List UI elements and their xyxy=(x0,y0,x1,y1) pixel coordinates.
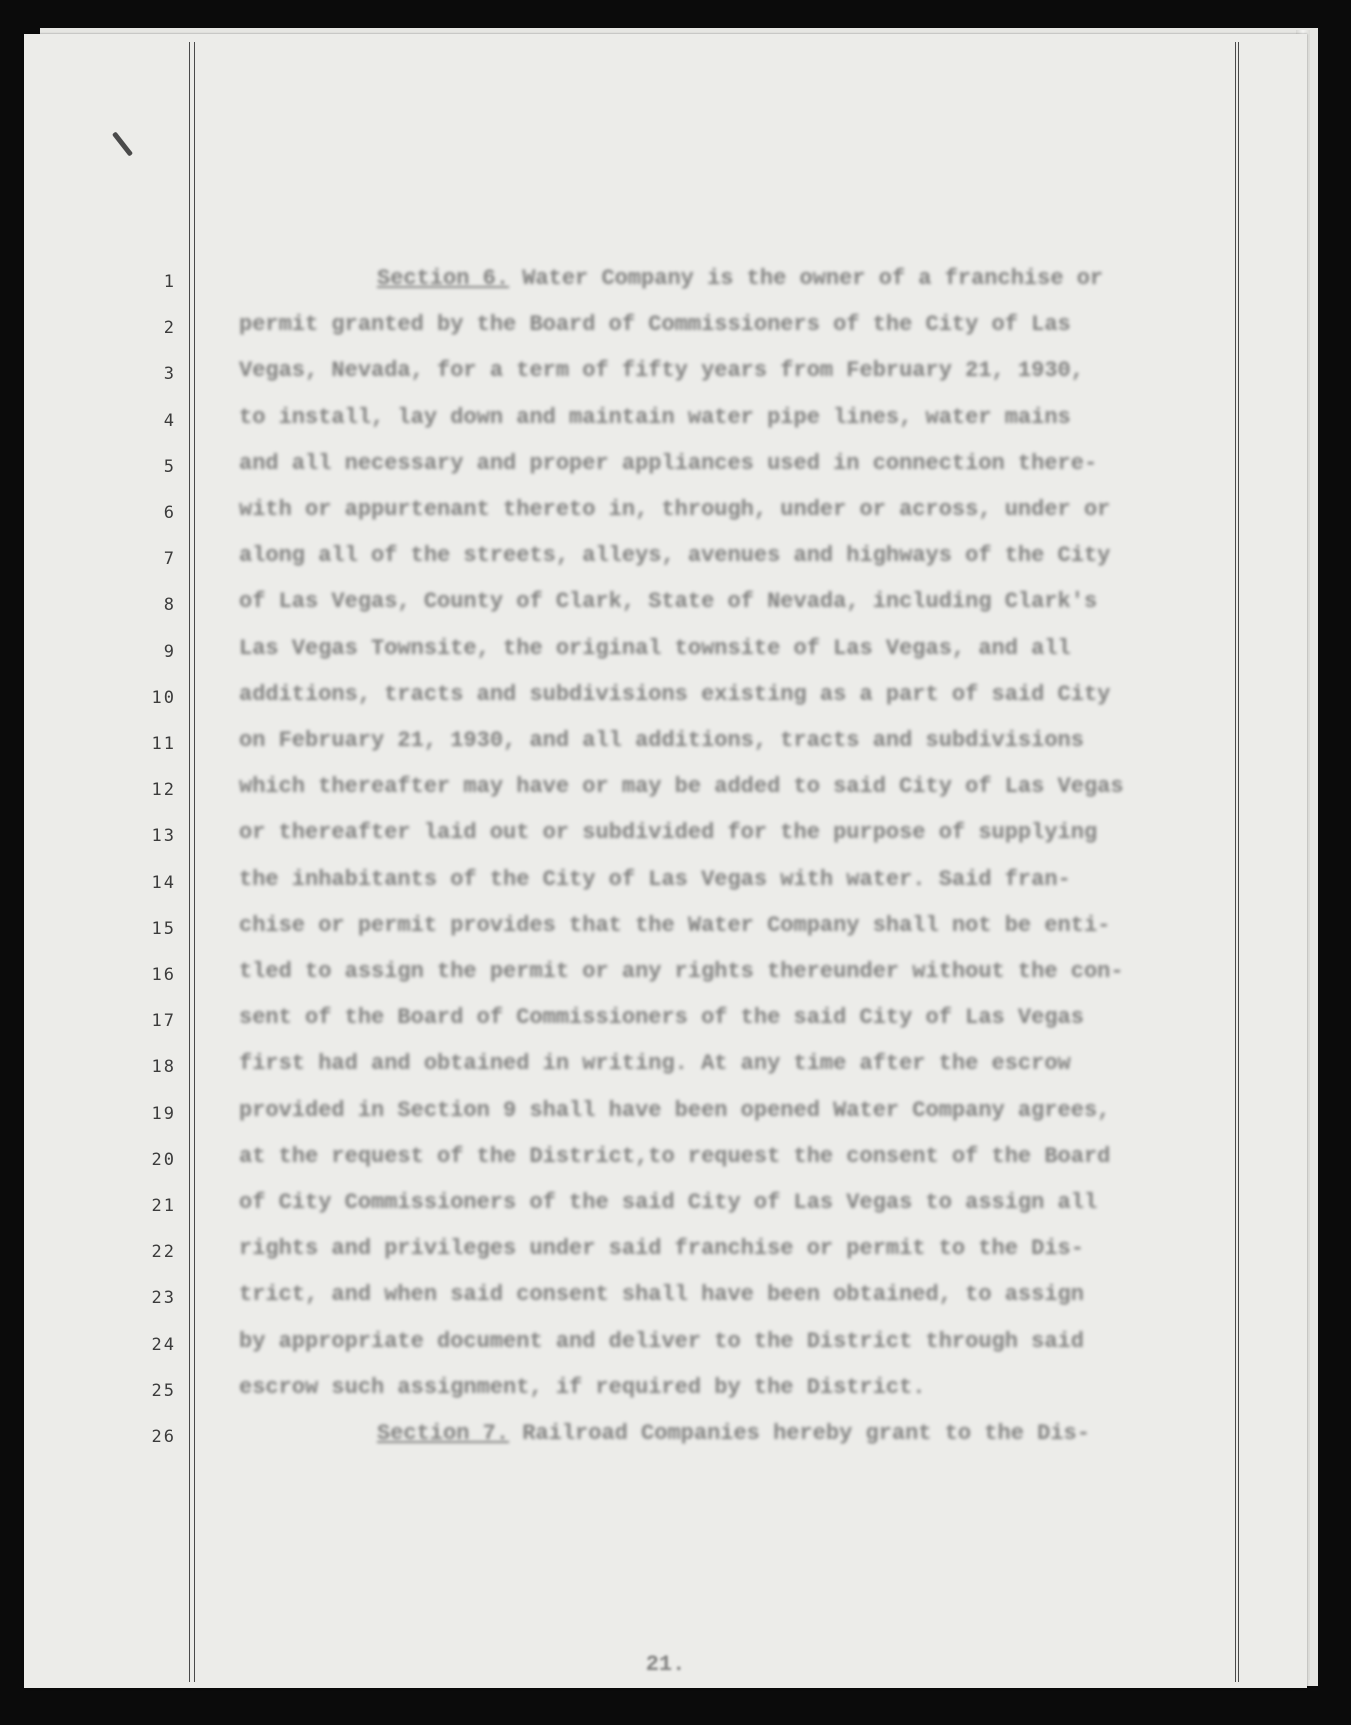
line-number: 19 xyxy=(151,1103,176,1124)
line-number: 14 xyxy=(151,872,176,893)
pencil-mark xyxy=(112,131,133,156)
section-7-heading: Section 7. xyxy=(377,1421,510,1446)
line-number: 6 xyxy=(163,503,176,523)
text-line: the inhabitants of the City of Las Vegas with water. Said fran- xyxy=(239,866,1071,892)
text-line: escrow such assignment, if required by the District. xyxy=(239,1374,926,1400)
text-line: on February 21, 1930, and all additions, tracts and subdivisions xyxy=(239,728,1084,753)
section-6-first-line-text: Water Company is the owner of a franchise or xyxy=(522,266,1104,291)
document-page xyxy=(24,34,1307,1688)
section-6-heading: Section 6. xyxy=(377,266,510,291)
text-line: along all of the streets, alleys, avenues and highways of the City xyxy=(239,543,1111,569)
line-number: 5 xyxy=(163,456,176,477)
text-line: and all necessary and proper appliances used in connection there- xyxy=(239,450,1098,476)
text-line: of Las Vegas, County of Clark, State of Nevada, including Clark's xyxy=(239,589,1098,615)
right-margin-rule xyxy=(1235,42,1236,1682)
text-line: at the request of the District,to request the consent of the Board xyxy=(239,1143,1111,1169)
right-margin-rule-outer xyxy=(1238,42,1239,1682)
page-number: 21. xyxy=(645,1652,686,1677)
text-line: rights and privileges under said franchise or permit to the Dis- xyxy=(239,1236,1084,1262)
text-line: Vegas, Nevada, for a term of fifty years from February 21, 1930, xyxy=(239,358,1084,384)
text-line: chise or permit provides that the Water Company shall not be enti- xyxy=(239,912,1111,938)
text-line: with or appurtenant thereto in, through, under or across, under or xyxy=(239,497,1111,522)
text-line: which thereafter may have or may be added to said City of Las Vegas xyxy=(239,774,1124,800)
text-line: permit granted by the Board of Commissioners of the City of Las xyxy=(239,312,1071,338)
line-number: 17 xyxy=(151,1011,176,1032)
left-margin-rule-inner xyxy=(194,42,195,1682)
line-number: 4 xyxy=(163,410,176,431)
line-number: 8 xyxy=(163,595,176,616)
line-number: 15 xyxy=(151,918,176,939)
line-number: 1 xyxy=(163,272,176,292)
line-number: 11 xyxy=(151,734,176,754)
left-margin-rule xyxy=(189,42,190,1682)
line-number: 22 xyxy=(151,1242,176,1263)
line-number: 13 xyxy=(151,826,176,847)
line-number: 21 xyxy=(151,1196,176,1216)
line-number: 23 xyxy=(151,1288,176,1309)
text-line: by appropriate document and deliver to the District through said xyxy=(239,1328,1084,1354)
text-line: provided in Section 9 shall have been opened Water Company agrees, xyxy=(239,1097,1111,1123)
line-number: 24 xyxy=(151,1334,176,1355)
line-number: 16 xyxy=(151,965,176,985)
line-number: 20 xyxy=(151,1149,176,1170)
text-line: tled to assign the permit or any rights thereunder without the con- xyxy=(239,959,1124,984)
section-7-first-line xyxy=(377,1421,1090,1446)
line-number: 2 xyxy=(163,318,176,339)
line-number: 18 xyxy=(151,1057,176,1078)
text-line: first had and obtained in writing. At any time after the escrow xyxy=(239,1051,1071,1077)
text-line: of City Commissioners of the said City of Las Vegas to assign all xyxy=(239,1190,1098,1215)
text-line: sent of the Board of Commissioners of the said City of Las Vegas xyxy=(239,1005,1084,1031)
line-number: 25 xyxy=(151,1380,176,1401)
text-line: Las Vegas Townsite, the original townsite of Las Vegas, and all xyxy=(239,635,1071,661)
line-number: 12 xyxy=(151,780,176,801)
text-line: to install, lay down and maintain water pipe lines, water mains xyxy=(239,404,1071,430)
line-number: 3 xyxy=(163,364,176,385)
line-number: 26 xyxy=(151,1427,176,1447)
line-number: 7 xyxy=(163,549,176,570)
section-7-first-line-text: Railroad Companies hereby grant to the Dis- xyxy=(522,1421,1090,1446)
text-line: trict, and when said consent shall have been obtained, to assign xyxy=(239,1282,1084,1308)
section-6-first-line xyxy=(377,266,1103,291)
line-number: 9 xyxy=(163,641,176,662)
line-number: 10 xyxy=(151,687,176,708)
text-line: additions, tracts and subdivisions existing as a part of said City xyxy=(239,681,1111,707)
text-line: or thereafter laid out or subdivided for the purpose of supplying xyxy=(239,820,1098,846)
